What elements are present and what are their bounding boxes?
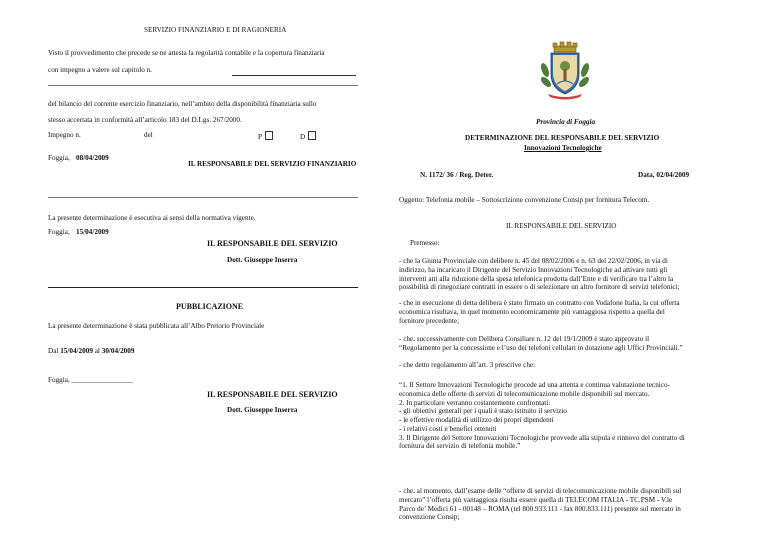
pubblicazione-title: PUBBLICAZIONE <box>176 302 244 311</box>
d-label: D <box>300 131 316 141</box>
paragraph-line: - gli obiettivi generali per i quali è stato istituito il servizio <box>399 407 567 416</box>
paragraph-quote <box>399 381 751 451</box>
paragraph-line: - che, al momento, dall’esame delle “offerte di servizi di telecomunicazione mobile disponibili sul <box>399 487 682 495</box>
paragraph-line: - i relativi costi e benefici ottenuti <box>399 424 497 433</box>
foggia-date-1: 08/04/2009 <box>76 154 109 162</box>
paragraph-vodafone <box>399 299 751 325</box>
paragraph-line: 3. Il Dirigente del Settore Innovazioni Tecnologiche provvede alla stipula e rinnovo del contratto di <box>399 433 685 442</box>
paragraph-art3: - che detto regolamento all’art. 3 prescrive che: <box>399 361 536 369</box>
paragraph-line: “1. Il Settore Innovazioni Tecnologiche procede ad una attenta e continua valutazione tecnico- <box>399 381 670 389</box>
oggetto-text: Oggetto: Telefonia mobile – Sottoscrizione convenzione Consip per fornitura Telecom. <box>399 196 650 204</box>
paragraph-telecom <box>399 487 751 522</box>
pubblicata-text: La presente determinazione è stata pubblicata all’Albo Pretorio Provinciale <box>48 322 265 330</box>
foggia-label-2: Foggia, <box>48 228 70 236</box>
stesso-text: stesso accertata in conformità all’articolo 183 del D.Lgs. 267/2000. <box>48 116 242 124</box>
responsabile-name-2: Dott. Giuseppe Inserra <box>227 406 298 414</box>
esecutiva-text: La presente determinazione è esecutiva ai sensi della normativa vigente. <box>48 214 256 222</box>
capitolo-blank <box>232 75 356 76</box>
paragraph-line: Parco de’ Medici 61 - 00148 – ROMA (tel 800.933.111 - fax 800.833.111) presente sul mercato in <box>399 504 681 513</box>
responsabile-name-1: Dott. Giuseppe Inserra <box>227 256 298 264</box>
paragraph-line: economica risultava, in quel momento economicamente più vantaggiosa rispetto a quella del <box>399 307 665 316</box>
responsabile-servizio-right: IL RESPONSABILE DEL SERVIZIO <box>506 222 617 230</box>
paragraph-line: possibilità di rinegoziare contratti in essere o di selezionare un altro fornitore di servizi telefonici; <box>399 283 680 292</box>
paragraph-line: fornitura del servizio di telefonia mobile.” <box>399 442 521 451</box>
paragraph-line: - che in esecuzione di detta delibera è stato firmato un contratto con Vodafone Italia, la cui offerta <box>399 299 680 307</box>
paragraph-line: economica delle offerte di servizi di telecomunicazione mobile disponibili sul mercato. <box>399 389 650 398</box>
paragraph-regolamento <box>399 335 751 353</box>
paragraph-line: fornitore precedente; <box>399 316 460 325</box>
provincia-title: Provincia di Foggia <box>536 118 596 126</box>
foggia-date-2: 15/04/2009 <box>76 228 109 236</box>
paragraph-line: convenzione Consip; <box>399 513 460 522</box>
paragraph-line: mercato” l’offerta più vantaggiosa risulta essere quella di TELECOM ITALIA - TC.PSM - V.le <box>399 495 673 504</box>
impegno-capitolo-label: con impegno a valere sul capitolo n. <box>48 66 152 74</box>
paragraph-line: - che, successivamente con Delibera Consiliare n. 12 del 19/1/2009 è stato approvato il <box>399 335 650 343</box>
bilancio-text: del bilancio del corrente esercizio finanziario, nell’ambito della disponibilità finanziaria sullo <box>48 100 317 108</box>
impegno-number-label: Impegno n. <box>48 131 81 139</box>
paragraph-delibere <box>399 257 751 292</box>
divider <box>48 287 358 288</box>
foggia-blank: Foggia, _________________ <box>48 376 133 384</box>
divider <box>48 85 358 86</box>
foggia-label-1: Foggia, <box>48 154 70 162</box>
provincia-di-foggia-crest-icon <box>538 40 592 100</box>
premesso-label: Premesso: <box>410 239 440 247</box>
paragraph-line: interventi atti alla riduzione della spesa telefonica prodotta dall’Ente e di verificare tra l’altro la <box>399 274 674 283</box>
divider <box>48 197 358 198</box>
responsabile-servizio-1: IL RESPONSABILE DEL SERVIZIO <box>207 239 338 248</box>
paragraph-line: 2. In particolare verranno costantemente confrontati: <box>399 398 551 407</box>
responsabile-servizio-2: IL RESPONSABILE DEL SERVIZIO <box>207 390 338 399</box>
paragraph-line: - che la Giunta Provinciale con delibere n. 45 del 08/02/2006 e n. 63 del 22/02/2006, in via di <box>399 257 668 265</box>
left-header: SERVIZIO FINANZIARIO E DI RAGIONERIA <box>144 26 287 34</box>
p-label: P <box>258 131 273 141</box>
checkbox-icon[interactable] <box>265 131 273 140</box>
determinazione-date: Data, 02/04/2009 <box>638 171 690 179</box>
pubblicazione-period: Dal 15/04/2009 al 30/04/2009 <box>48 347 135 355</box>
visto-text: Visto il provvedimento che precede se ne attesta la regolarità contabile e la copertura finanziaria <box>48 49 325 57</box>
paragraph-line: - le effettive modalità di utilizzo dei propri dipendenti <box>399 416 554 425</box>
checkbox-icon[interactable] <box>308 131 316 140</box>
paragraph-line: indirizzo, ha incaricato il Dirigente del Servizio Innovazioni Tecnologiche ad attivare tutti gli <box>399 265 668 274</box>
paragraph-line: “Regolamento per la concessione e l’uso dei telefoni cellulari in dotazione agli Uffici Provinciali.” <box>399 343 683 352</box>
determinazione-title: DETERMINAZIONE DEL RESPONSABILE DEL SERVIZIO <box>465 134 660 142</box>
responsabile-finanziario: IL RESPONSABILE DEL SERVIZIO FINANZIARIO <box>188 160 357 168</box>
del-label: del <box>144 131 153 139</box>
reg-number: N. 1172/ 36 / Reg. Deter. <box>420 171 494 179</box>
settore-name: Innovazioni Tecnologiche <box>524 144 602 152</box>
